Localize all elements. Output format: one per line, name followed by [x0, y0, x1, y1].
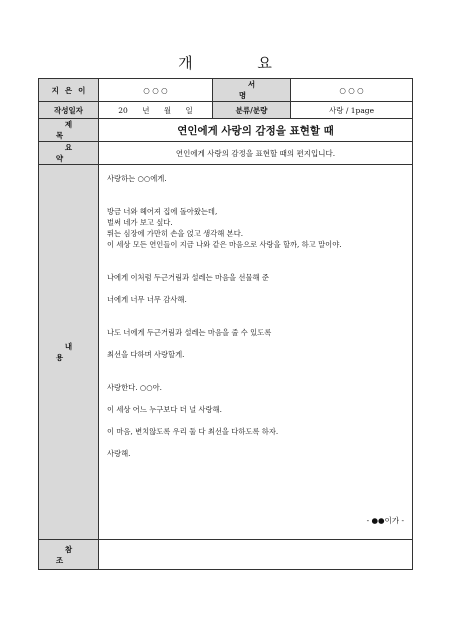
letter-line: 나도 너에게 두근거림과 설레는 마음을 줄 수 있도록	[107, 328, 272, 337]
letter-closing: - ●●이가 -	[366, 516, 405, 525]
reference-value	[99, 540, 413, 570]
signature-label: 서 명	[213, 79, 291, 102]
letter-line: 이 세상 어느 누구보다 더 널 사랑해.	[107, 405, 222, 414]
letter-line: 사랑한다. ○○아.	[107, 383, 162, 392]
author-value: ○ ○ ○	[99, 79, 213, 102]
letter-line: 이 마음, 변치않도록 우리 둘 다 최선을 다하도록 하자.	[107, 427, 279, 436]
letter-line: 방금 너와 헤어져 집에 돌아왔는데,	[107, 207, 218, 216]
summary-label: 요 약	[39, 142, 99, 165]
letter-text	[99, 165, 412, 459]
letter-line: 사랑해.	[107, 449, 131, 458]
letter-line: 나에게 이처럼 두근거림과 설레는 마음을 선물해 준	[107, 273, 269, 282]
page-title: 개 요	[178, 54, 302, 72]
letter-line: 너에게 너무 너무 감사해.	[107, 295, 187, 304]
signature-value: ○ ○ ○	[291, 79, 413, 102]
summary-value: 연인에게 사랑의 감정을 표현할 때의 편지입니다.	[99, 142, 413, 165]
letter-line: 이 세상 모든 연인들이 지금 나와 같은 마음으로 사랑을 할까, 하고 말이야.	[107, 240, 342, 249]
title-label: 제 목	[39, 119, 99, 142]
date-label: 작성일자	[39, 102, 99, 119]
letter-line: 벌써 네가 보고 싶다.	[107, 218, 173, 227]
letter-greeting: 사랑하는 ○○에게.	[107, 174, 167, 183]
title-value: 연인에게 사랑의 감정을 표현할 때	[99, 119, 413, 142]
summary-form-table	[38, 78, 413, 570]
author-label: 지은이	[39, 79, 99, 102]
category-value: 사랑 / 1page	[291, 102, 413, 119]
reference-label: 참 조	[39, 540, 99, 570]
content-label: 내 용	[39, 165, 99, 540]
date-value: 20 년 월 일	[99, 102, 213, 119]
content-body	[99, 165, 413, 540]
category-label: 분류/분량	[213, 102, 291, 119]
letter-line: 최선을 다하며 사랑할게.	[107, 350, 185, 359]
letter-line: 뛰는 심장에 가만히 손을 얹고 생각해 본다.	[107, 229, 244, 238]
